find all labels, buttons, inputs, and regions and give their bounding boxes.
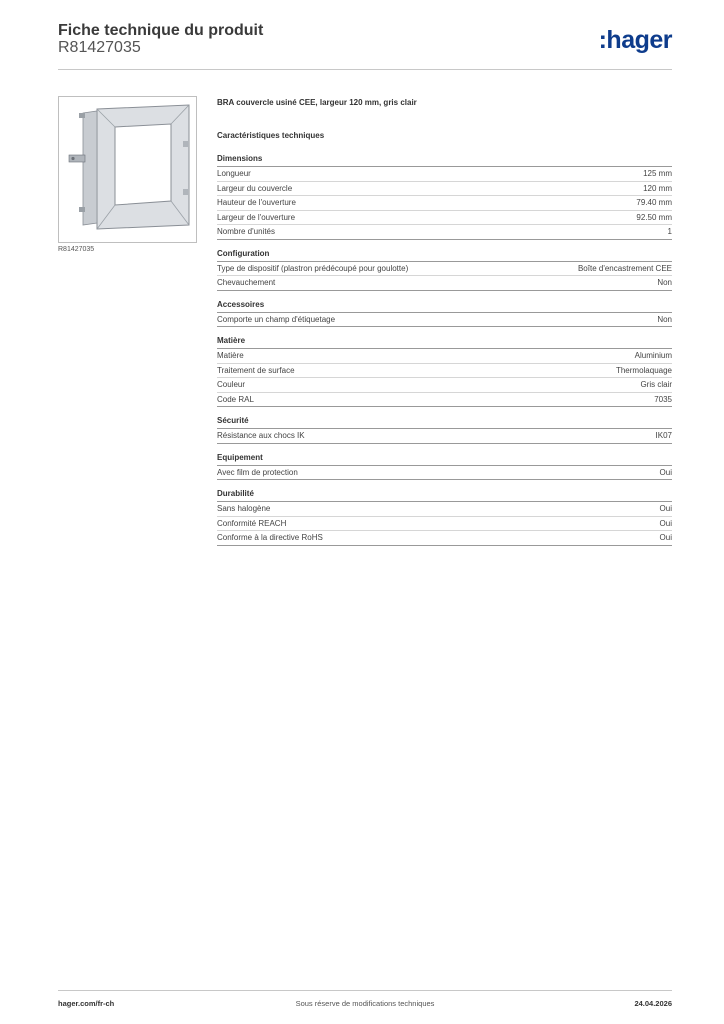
section-title: Dimensions: [217, 154, 672, 167]
spec-value: Thermolaquage: [615, 365, 672, 375]
page-footer: [58, 990, 672, 1015]
spec-row: [217, 313, 672, 328]
spec-label: Traitement de surface: [217, 365, 295, 375]
spec-value: 79.40 mm: [636, 198, 672, 207]
spec-row: [217, 466, 672, 481]
hager-logo: :hager: [598, 26, 672, 54]
spec-section: [217, 453, 672, 481]
spec-label: Comporte un champ d'étiquetage: [217, 314, 336, 324]
footer-website-link[interactable]: hager.com/fr-ch: [58, 999, 115, 1008]
spec-value: Gris clair: [640, 380, 672, 389]
spec-value: Non: [657, 314, 672, 324]
spec-section: [217, 416, 672, 444]
spec-value: Non: [657, 278, 672, 287]
spec-label: Conforme à la directive RoHS: [217, 533, 323, 542]
spec-row: [217, 393, 672, 408]
section-title: Durabilité: [217, 489, 672, 502]
section-title: Accessoires: [217, 300, 672, 313]
spec-row: [217, 531, 672, 546]
section-title: Matière: [217, 336, 672, 349]
spec-label: Nombre d'unités: [217, 227, 275, 236]
spec-value: 7035: [654, 394, 672, 404]
spec-row: [217, 502, 672, 517]
section-title: Sécurité: [217, 416, 672, 429]
spec-value: 92.50 mm: [636, 212, 672, 222]
product-image: [58, 96, 197, 243]
specifications: [217, 96, 672, 555]
spec-sections: [217, 154, 672, 546]
spec-row: [217, 364, 672, 379]
spec-section: [217, 489, 672, 546]
spec-row: [217, 182, 672, 197]
spec-label: Code RAL: [217, 394, 254, 404]
spec-value: 120 mm: [643, 183, 672, 193]
spec-row: [217, 167, 672, 182]
spec-value: Oui: [659, 533, 672, 542]
spec-value: 1: [667, 227, 672, 236]
spec-section: [217, 154, 672, 240]
page-header: [58, 20, 672, 70]
spec-row: [217, 276, 672, 291]
spec-value: Boîte d'encastrement CEE: [577, 263, 672, 273]
spec-label: Longueur: [217, 169, 251, 178]
spec-section: [217, 336, 672, 407]
spec-value: Oui: [659, 504, 672, 513]
section-title: Configuration: [217, 249, 672, 262]
spec-label: Largeur du couvercle: [217, 183, 293, 193]
spec-label: Matière: [217, 351, 244, 360]
spec-value: Oui: [659, 467, 672, 477]
spec-section: [217, 249, 672, 291]
spec-row: [217, 262, 672, 277]
spec-row: [217, 429, 672, 444]
cover-plate-illustration: [59, 97, 196, 242]
spec-value: IK07: [655, 431, 672, 440]
spec-row: [217, 378, 672, 393]
spec-value: 125 mm: [643, 169, 672, 178]
spec-value: Aluminium: [634, 351, 672, 360]
spec-row: [217, 349, 672, 364]
spec-label: Résistance aux chocs IK: [217, 431, 305, 440]
spec-label: Largeur de l'ouverture: [217, 212, 296, 222]
spec-row: [217, 225, 672, 240]
spec-label: Conformité REACH: [217, 518, 287, 528]
spec-label: Type de dispositif (plastron prédécoupé pour goulotte): [217, 263, 409, 273]
spec-label: Couleur: [217, 380, 246, 389]
spec-row: [217, 196, 672, 211]
footer-date: 24.04.2026: [634, 999, 672, 1008]
footer-notice: Sous réserve de modifications techniques: [295, 999, 435, 1008]
spec-label: Sans halogène: [217, 504, 271, 513]
spec-row: [217, 211, 672, 226]
section-title: Equipement: [217, 453, 672, 466]
product-name: BRA couvercle usiné CEE, largeur 120 mm, gris clair: [217, 98, 417, 107]
technical-characteristics-title: Caractéristiques techniques: [217, 131, 325, 140]
document-title: Fiche technique du produit: [58, 22, 264, 39]
spec-value: Oui: [659, 518, 672, 528]
spec-label: Avec film de protection: [217, 467, 298, 477]
spec-section: [217, 300, 672, 328]
product-image-caption: R81427035: [58, 246, 95, 253]
spec-label: Chevauchement: [217, 278, 276, 287]
spec-label: Hauteur de l'ouverture: [217, 198, 296, 207]
document-reference: R81427035: [58, 39, 141, 56]
spec-row: [217, 517, 672, 532]
